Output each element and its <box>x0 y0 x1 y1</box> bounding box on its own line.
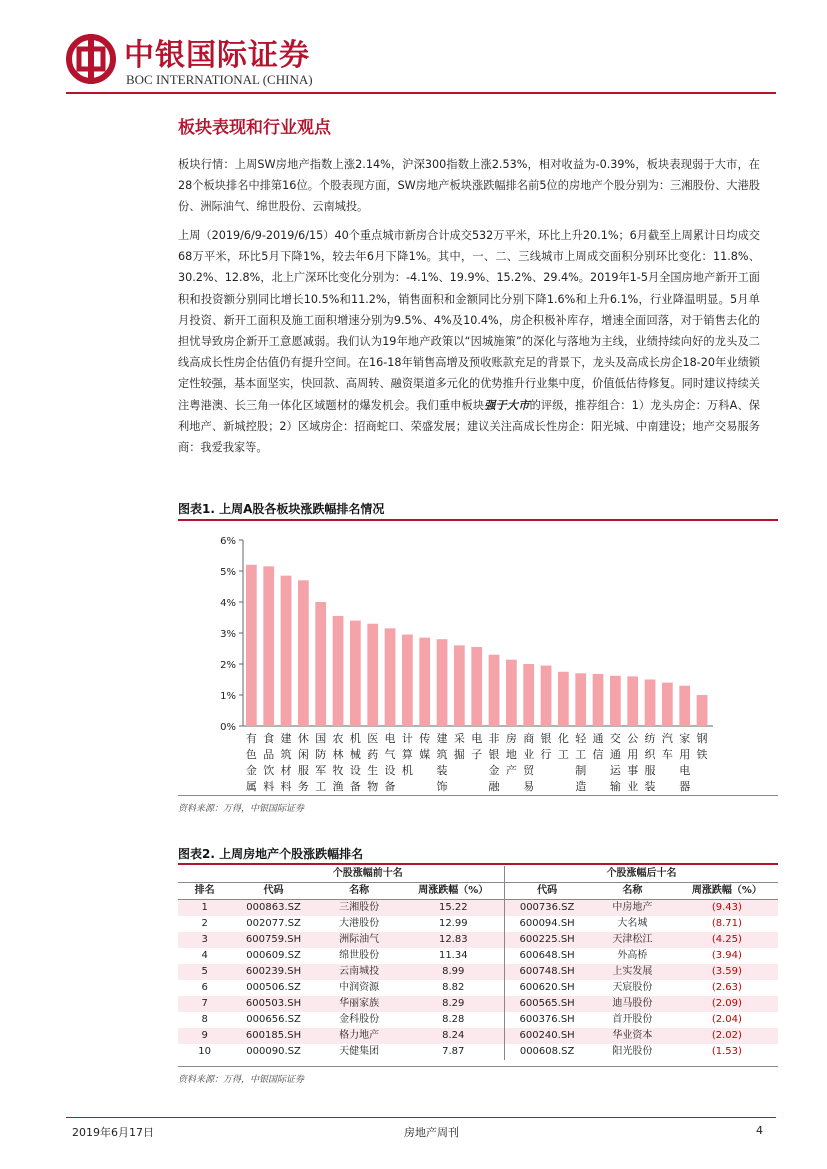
bar <box>350 621 361 726</box>
cell-change: 8.24 <box>402 1028 504 1044</box>
x-tick-label: 化工 <box>557 732 569 761</box>
bar <box>645 680 656 727</box>
cell-code: 600239.SH <box>231 964 315 980</box>
cell-change: (3.94) <box>711 950 742 961</box>
footer-divider <box>66 1117 776 1118</box>
x-tick-label: 通信 <box>592 732 604 761</box>
table-row <box>178 948 778 964</box>
y-tick-label: 2% <box>220 660 236 671</box>
cell-change: 8.99 <box>402 964 504 980</box>
y-tick-label: 3% <box>220 629 236 640</box>
cell-name: 洲际油气 <box>316 932 403 948</box>
stock-ranking-table <box>178 866 778 1060</box>
cell-code: 600094.SH <box>505 916 589 932</box>
bar <box>281 576 292 726</box>
y-tick-label: 1% <box>220 691 236 702</box>
cell-name: 金科股份 <box>339 1014 380 1025</box>
x-tick-label: 汽车 <box>661 732 673 761</box>
x-tick-label: 采掘 <box>453 732 465 761</box>
table-row <box>178 1044 778 1060</box>
col-name: 名称 <box>316 883 403 900</box>
sector-performance-chart <box>178 528 778 793</box>
cell-rank: 1 <box>178 900 231 917</box>
cell-name: 中房地产 <box>589 900 676 917</box>
x-tick-label: 计算机 <box>401 732 413 777</box>
bar <box>697 695 708 726</box>
x-tick-label: 电子 <box>471 732 483 761</box>
y-tick-label: 0% <box>220 722 236 733</box>
bar <box>489 655 500 726</box>
bar <box>523 664 534 726</box>
x-tick-label: 食品饮料 <box>263 732 275 793</box>
cell-rank: 3 <box>178 932 231 948</box>
x-tick-label: 医药生物 <box>367 732 379 793</box>
bar <box>298 580 309 726</box>
table-row <box>178 900 778 917</box>
x-tick-label: 商业贸易 <box>523 732 535 793</box>
x-tick-label: 传媒 <box>419 732 431 761</box>
cell-change: (2.09) <box>676 996 778 1012</box>
bar <box>662 683 673 726</box>
col-code: 代码 <box>231 883 315 900</box>
bar <box>575 673 586 726</box>
cell-code: 600376.SH <box>505 1012 589 1028</box>
bar <box>385 628 396 726</box>
y-tick-label: 5% <box>220 567 236 578</box>
cell-change: 8.28 <box>442 1014 465 1025</box>
cell-code: 600185.SH <box>231 1028 315 1044</box>
cell-name: 绵世股份 <box>339 950 380 961</box>
bar <box>454 645 465 726</box>
table-row <box>178 1028 778 1044</box>
cell-rank: 9 <box>178 1028 231 1044</box>
cell-name: 中润资源 <box>339 982 380 993</box>
bar <box>246 565 257 726</box>
x-tick-label: 国防军工 <box>315 732 327 793</box>
bar <box>367 624 378 726</box>
brand-name-en: BOC INTERNATIONAL (CHINA) <box>126 72 313 87</box>
x-tick-label: 机械设备 <box>349 732 361 793</box>
cell-name: 天宸股份 <box>612 982 653 993</box>
figure2-top-rule <box>178 863 778 865</box>
x-tick-label: 建筑装饰 <box>436 732 448 793</box>
group-bottom-header: 个股涨幅后十名 <box>505 866 778 883</box>
x-tick-label: 非银金融 <box>488 732 500 793</box>
x-tick-label: 纺织服装 <box>644 732 656 793</box>
cell-rank: 2 <box>201 918 208 929</box>
cell-code: 000736.SZ <box>505 900 589 917</box>
cell-code: 000608.SZ <box>505 1044 589 1060</box>
cell-code: 600620.SH <box>505 980 589 996</box>
bar <box>541 666 552 726</box>
cell-name: 云南城投 <box>316 964 403 980</box>
cell-change: (3.59) <box>676 964 778 980</box>
cell-name: 阳光股份 <box>612 1046 653 1057</box>
cell-rank: 6 <box>201 982 208 993</box>
bar <box>471 647 482 726</box>
bar <box>679 686 690 726</box>
footer-title: 房地产周刊 <box>404 1126 459 1139</box>
figure1-top-rule <box>178 519 778 521</box>
cell-name: 格力地产 <box>316 1028 403 1044</box>
cell-change: (2.02) <box>676 1028 778 1044</box>
bar <box>506 660 517 726</box>
x-tick-label: 休闲服务 <box>297 732 309 793</box>
figure2-bottom-rule <box>178 1066 778 1067</box>
cell-rank: 5 <box>178 964 231 980</box>
bar <box>558 672 569 726</box>
cell-code: 000863.SZ <box>231 900 315 917</box>
col-rank: 排名 <box>178 883 231 900</box>
figure1-caption: 图表1. 上周A股各板块涨跌幅排名情况 <box>178 502 385 516</box>
x-tick-label: 公用事业 <box>627 732 639 793</box>
cell-code: 600225.SH <box>505 932 589 948</box>
y-tick-label: 6% <box>220 536 236 547</box>
table-row <box>178 964 778 980</box>
col-name: 名称 <box>589 883 676 900</box>
cell-change: 7.87 <box>442 1046 465 1057</box>
figure2-source: 资料来源：万得，中银国际证券 <box>178 1075 305 1085</box>
x-tick-label: 有色金属 <box>245 732 257 793</box>
cell-name: 迪马股份 <box>589 996 676 1012</box>
cell-change: 11.34 <box>438 950 468 961</box>
cell-code: 600503.SH <box>231 996 315 1012</box>
cell-name: 首开股份 <box>612 1014 653 1025</box>
cell-rank: 4 <box>201 950 208 961</box>
table-row <box>178 980 778 996</box>
x-tick-label: 家用电器 <box>679 732 691 793</box>
cell-rank: 7 <box>178 996 231 1012</box>
cell-code: 000506.SZ <box>246 982 301 993</box>
cell-rank: 8 <box>201 1014 208 1025</box>
cell-code: 000609.SZ <box>246 950 301 961</box>
x-tick-label: 轻工制造 <box>575 732 587 793</box>
bar <box>263 566 274 726</box>
cell-change: (9.43) <box>676 900 778 917</box>
cell-change: (1.53) <box>711 1046 742 1057</box>
x-tick-label: 银行 <box>540 732 552 761</box>
cell-name: 三湘股份 <box>316 900 403 917</box>
bar <box>437 639 448 726</box>
cell-code: 600748.SH <box>505 964 589 980</box>
col-change: 周涨跌幅（%） <box>676 883 778 900</box>
brand-name-cn: 中银国际证券 <box>124 38 310 73</box>
x-tick-label: 钢铁 <box>696 732 708 761</box>
section-title: 板块表现和行业观点 <box>178 118 331 138</box>
bar <box>402 635 413 726</box>
cell-change: (2.63) <box>711 982 742 993</box>
cell-change: 8.29 <box>402 996 504 1012</box>
footer-date: 2019年6月17日 <box>72 1126 154 1139</box>
cell-name: 外高桥 <box>617 950 648 961</box>
paragraph-sector-performance: 板块行情：上周SW房地产指数上涨2.14%，沪深300指数上涨2.53%，相对收益为-0.39%，板块表现弱于大市，在28个板块排名中排第16位。个股表现方面，SW房地产板块涨跌幅排名前5位的房地产个股分别为：三湘股份、大港股份、洲际油气、绵世股份、云南城投。 <box>178 158 760 214</box>
cell-code: 002077.SZ <box>246 918 301 929</box>
table-row <box>178 932 778 948</box>
col-code: 代码 <box>505 883 589 900</box>
paragraph-text: 的评级，推荐组合：1）龙头房企：万科A、保利地产、新城控股；2）区域房企：招商蛇口、荣盛发展；建议关注高成长性房企：阳光城、中南建设；地产交易服务商：我爱我家等。 <box>178 398 760 455</box>
header-divider <box>66 92 776 94</box>
cell-change: 12.99 <box>438 918 468 929</box>
x-tick-label: 农林牧渔 <box>332 732 344 793</box>
col-change: 周涨跌幅（%） <box>402 883 504 900</box>
paragraph-text: 上周（2019/6/9-2019/6/15）40个重点城市新房合计成交532万平米，环比上升20.1%；6月截至上周累计日均成交68万平米，环比5月下降1%，较去年6月下降1%。其中，一、二、三线城市上周成交面积分别环比变化：11.8%、30.2%、12.8%，北上广深环比变化分别为：-4.1%、19.9%、15.2%、29.4%。2019年1-5月全国房地产新开工面积和投资额分别同比增长10.5%和11.2%，销售面积和金额同比分别下降1.6%和上升6.1%，行业降温明显。5月单月投资、新开工面积及施工面积增速分别为9.5%、4%及10.4%，房企积极补库存，增速全面回落，对于销售去化的担忧导致房企新开工意愿减弱。我们认为19年地产政策以“因城施策”的深化与落地为主线，业绩持续向好的龙头及二线高成长性房企估值仍有提升空间。在16-18年销售高增及预收账款充足的背景下，龙头及高成长房企18-20年业绩锁定性较强，基本面坚实，快回款、高周转、融资渠道多元化的优势推升行业集中度，价值低估待修复。同时建议持续关注粤港澳、长三角一体化区域题材的爆发机会。我们重申板块 <box>178 229 760 412</box>
cell-code: 000090.SZ <box>246 1046 301 1057</box>
boc-logo-icon <box>66 34 116 84</box>
table-row <box>178 1012 778 1028</box>
x-tick-label: 建筑材料 <box>280 732 292 793</box>
cell-change: 8.82 <box>442 982 465 993</box>
cell-name: 大名城 <box>617 918 648 929</box>
cell-name: 大港股份 <box>339 918 380 929</box>
page-number: 4 <box>756 1124 763 1137</box>
figure1-source: 资料来源：万得，中银国际证券 <box>178 804 305 814</box>
bar <box>419 638 430 726</box>
bar <box>315 602 326 726</box>
cell-code: 000656.SZ <box>246 1014 301 1025</box>
cell-code: 600759.SH <box>231 932 315 948</box>
cell-change: 12.83 <box>402 932 504 948</box>
cell-code: 600648.SH <box>505 948 589 964</box>
cell-name: 天津松江 <box>589 932 676 948</box>
x-tick-label: 电气设备 <box>384 732 396 793</box>
figure2-caption: 图表2. 上周房地产个股涨跌幅排名 <box>178 847 364 861</box>
rating-emphasis: 强于大市 <box>484 398 530 412</box>
bar <box>333 616 344 726</box>
cell-rank: 10 <box>198 1046 212 1057</box>
x-tick-label: 房地产 <box>505 732 517 777</box>
bar <box>593 674 604 726</box>
group-top-header: 个股涨幅前十名 <box>231 866 504 883</box>
cell-name: 天健集团 <box>339 1046 380 1057</box>
cell-change: (2.04) <box>711 1014 742 1025</box>
cell-change: 15.22 <box>402 900 504 917</box>
cell-code: 600240.SH <box>505 1028 589 1044</box>
cell-name: 华丽家族 <box>316 996 403 1012</box>
bar <box>610 676 621 726</box>
cell-name: 华业资本 <box>589 1028 676 1044</box>
cell-change: (4.25) <box>676 932 778 948</box>
cell-change: (8.71) <box>711 918 742 929</box>
table-row <box>178 996 778 1012</box>
table-row <box>178 916 778 932</box>
y-tick-label: 4% <box>220 598 236 609</box>
figure1-bottom-rule <box>178 795 778 796</box>
bar <box>627 676 638 726</box>
cell-code: 600565.SH <box>505 996 589 1012</box>
cell-name: 上实发展 <box>589 964 676 980</box>
x-tick-label: 交通运输 <box>609 732 621 793</box>
paragraph-industry-view <box>178 225 760 458</box>
